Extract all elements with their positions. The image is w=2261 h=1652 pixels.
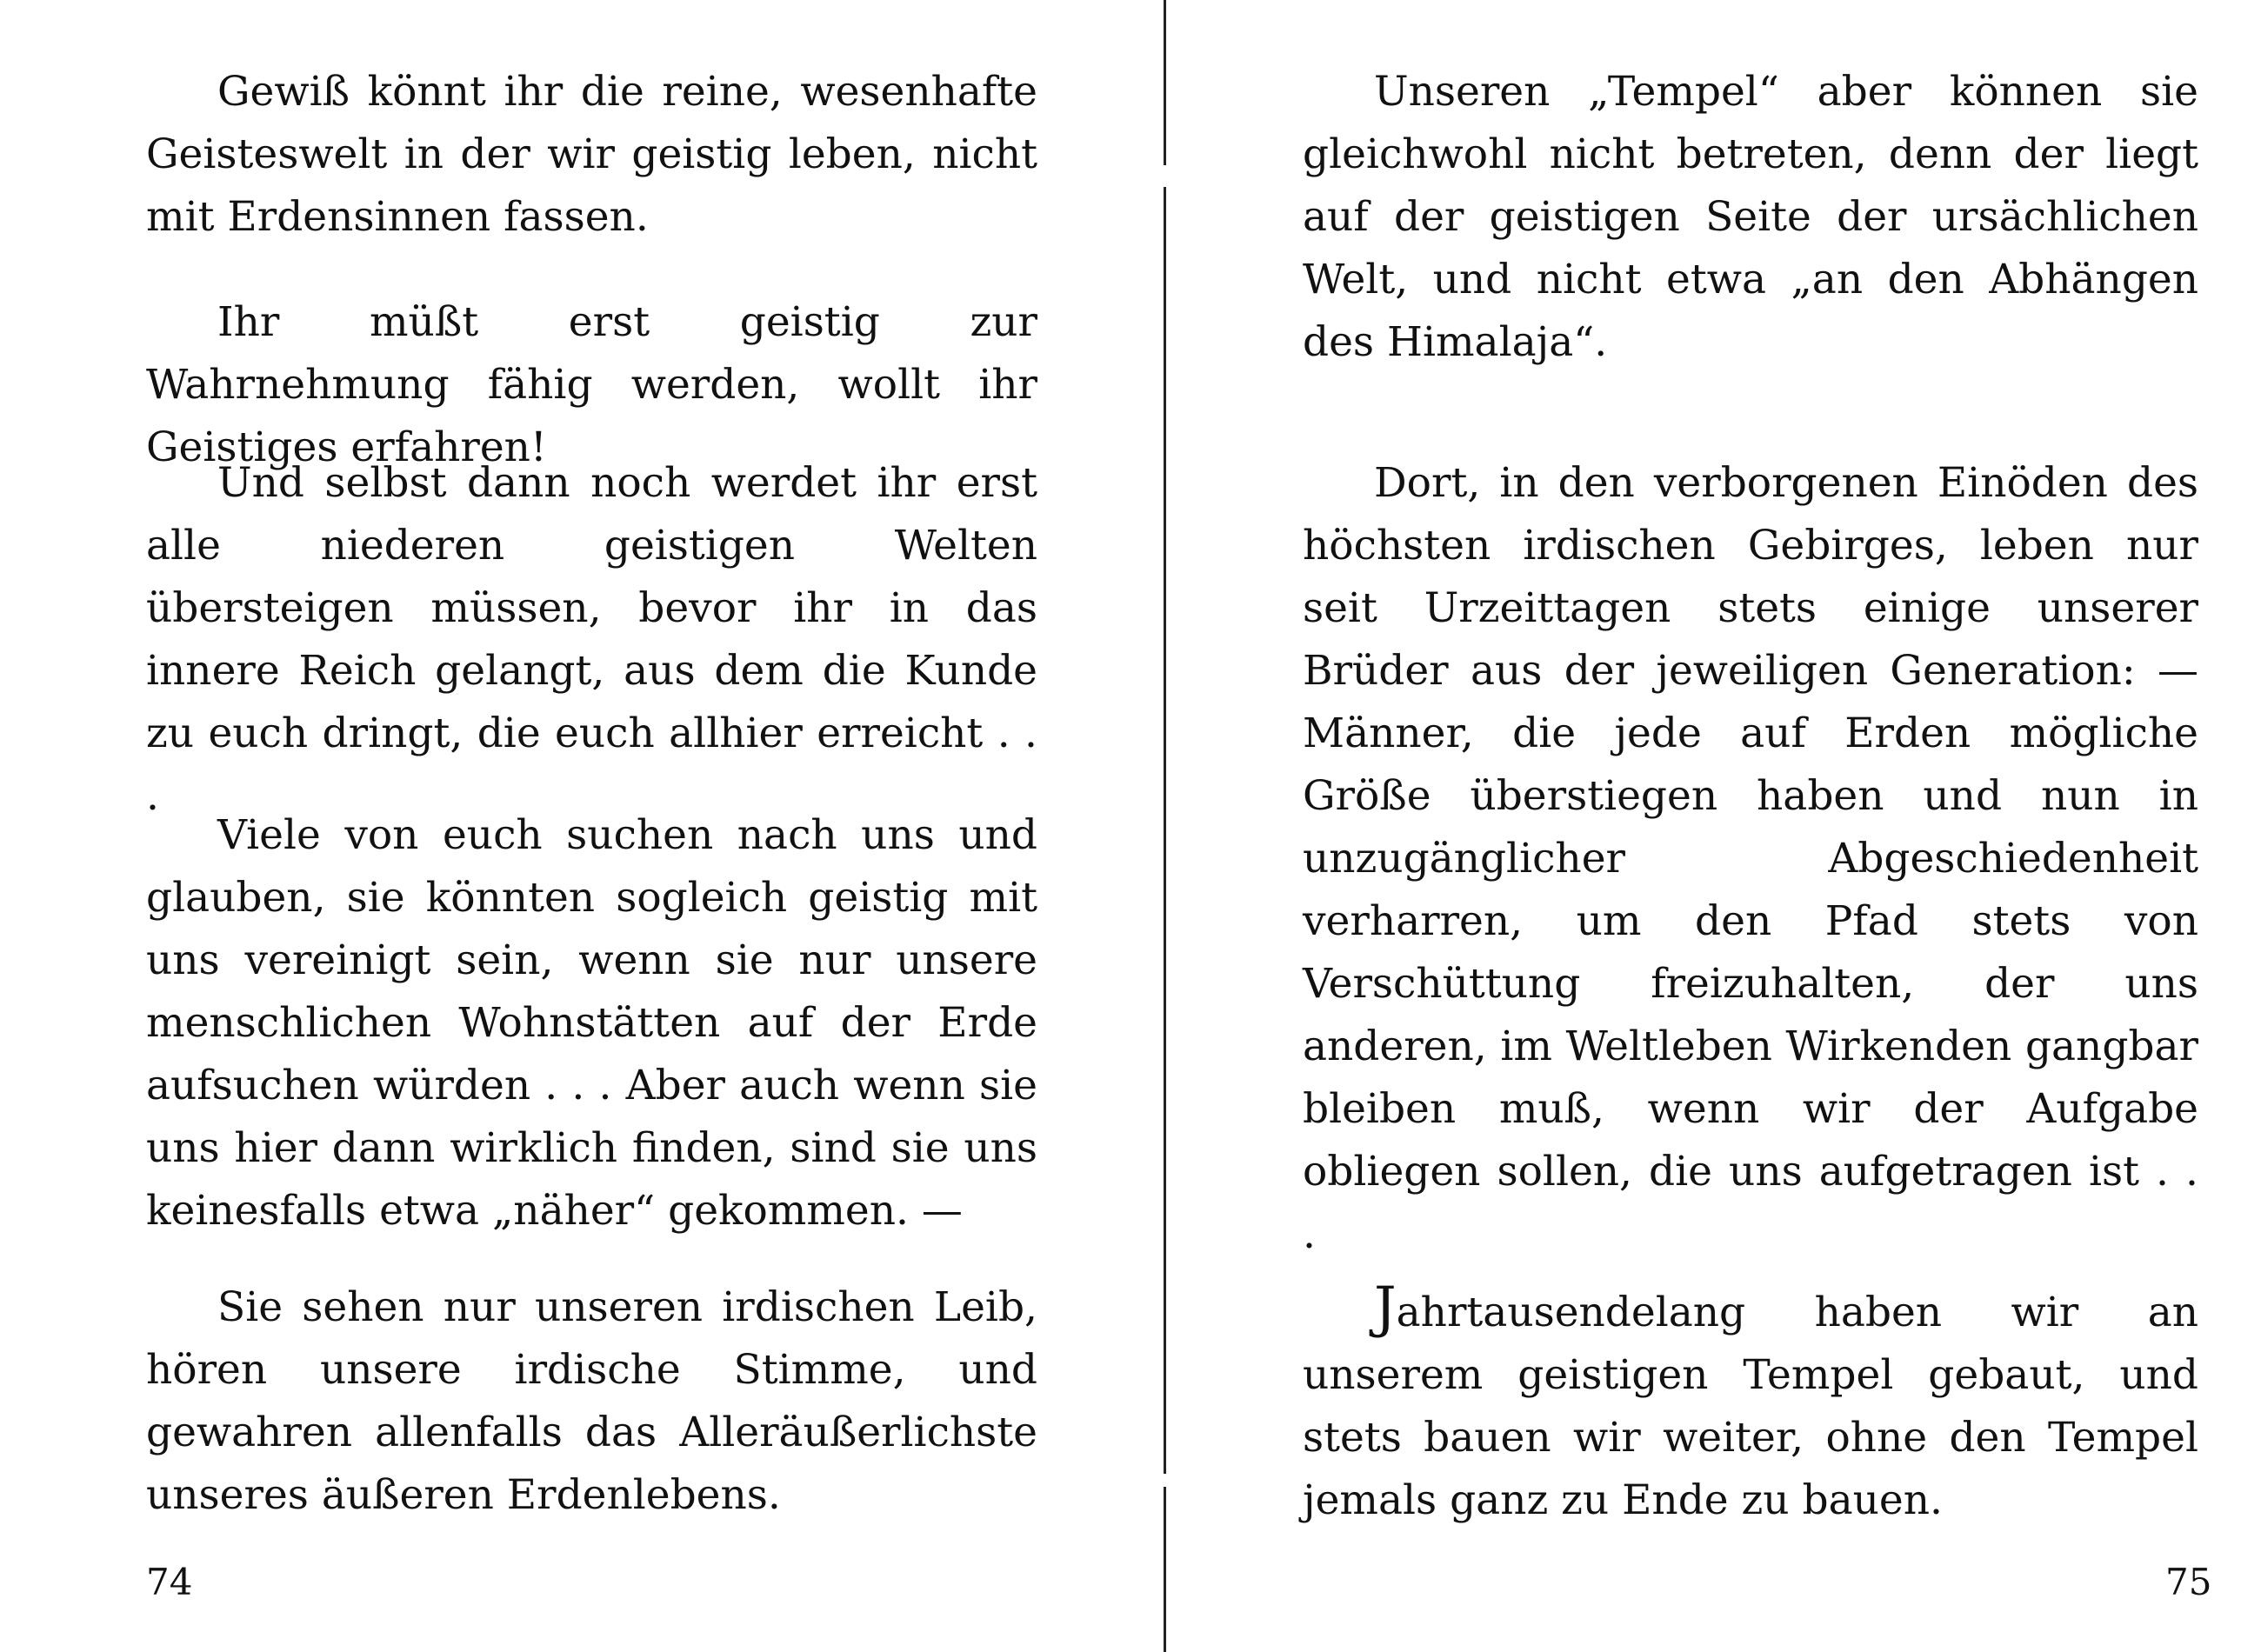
book-gutter	[1164, 0, 1167, 1652]
right-paragraph-2: Dort, in den verborgenen Einöden des höchsten irdischen Gebirges, leben nur seit Urzeittagen stets einige unserer Brüder aus der jeweiligen Generation: — Männer, die jede auf Erden mögliche Größe überstiegen haben und nun in unzugänglicher Abgeschiedenheit verharren, um den Pfad stets von Verschüttung freizuhalten, der uns anderen, im Weltleben Wirkenden gangbar bleiben muß, wenn wir der Aufgabe obliegen sollen, die uns aufgetragen ist . . .	[1303, 459, 2198, 1258]
left-paragraph-3: Und selbst dann noch werdet ihr erst alle niederen geistigen Welten übersteigen müssen, bevor ihr in das innere Reich gelangt, aus dem die Kunde zu euch dringt, die euch allhier erreicht . . .	[146, 459, 1037, 820]
left-paragraph-1: Gewiß könnt ihr die reine, wesenhafte Geisteswelt in der wir geistig leben, nicht mit Erdensinnen fassen.	[146, 68, 1037, 241]
right-paragraph-1: Unseren „Tempel“ aber können sie gleichwohl nicht betreten, denn der liegt auf der geistigen Seite der ursächlichen Welt, und nicht etwa „an den Abhängen des Himalaja“.	[1303, 68, 2198, 366]
page-number-left: 74	[146, 1561, 193, 1603]
drop-cap-letter: J	[1374, 1276, 1397, 1340]
left-paragraph-4: Viele von euch suchen nach uns und glauben, sie könnten sogleich geistig mit uns vereinigt sein, wenn sie nur unsere menschlichen Wohnstätten auf der Erde aufsuchen würden . . . Aber auch wenn sie uns hier dann wirklich finden, sind sie uns keinesfalls etwa „näher“ gekommen. —	[146, 811, 1037, 1235]
left-paragraph-5: Sie sehen nur unseren irdischen Leib, hören unsere irdische Stimme, und gewahren allenfalls das Alleräußerlichste unseres äußeren Erdenlebens.	[146, 1283, 1037, 1519]
left-paragraph-2: Ihr müßt erst geistig zur Wahrnehmung fähig werden, wollt ihr Geistiges erfahren!	[146, 298, 1037, 471]
right-paragraph-3: Jahrtausendelang haben wir an unserem geistigen Tempel gebaut, und stets bauen wir weiter, ohne den Tempel jemals ganz zu Ende zu bauen.	[1303, 1276, 2198, 1524]
page-number-right: 75	[2165, 1561, 2212, 1603]
